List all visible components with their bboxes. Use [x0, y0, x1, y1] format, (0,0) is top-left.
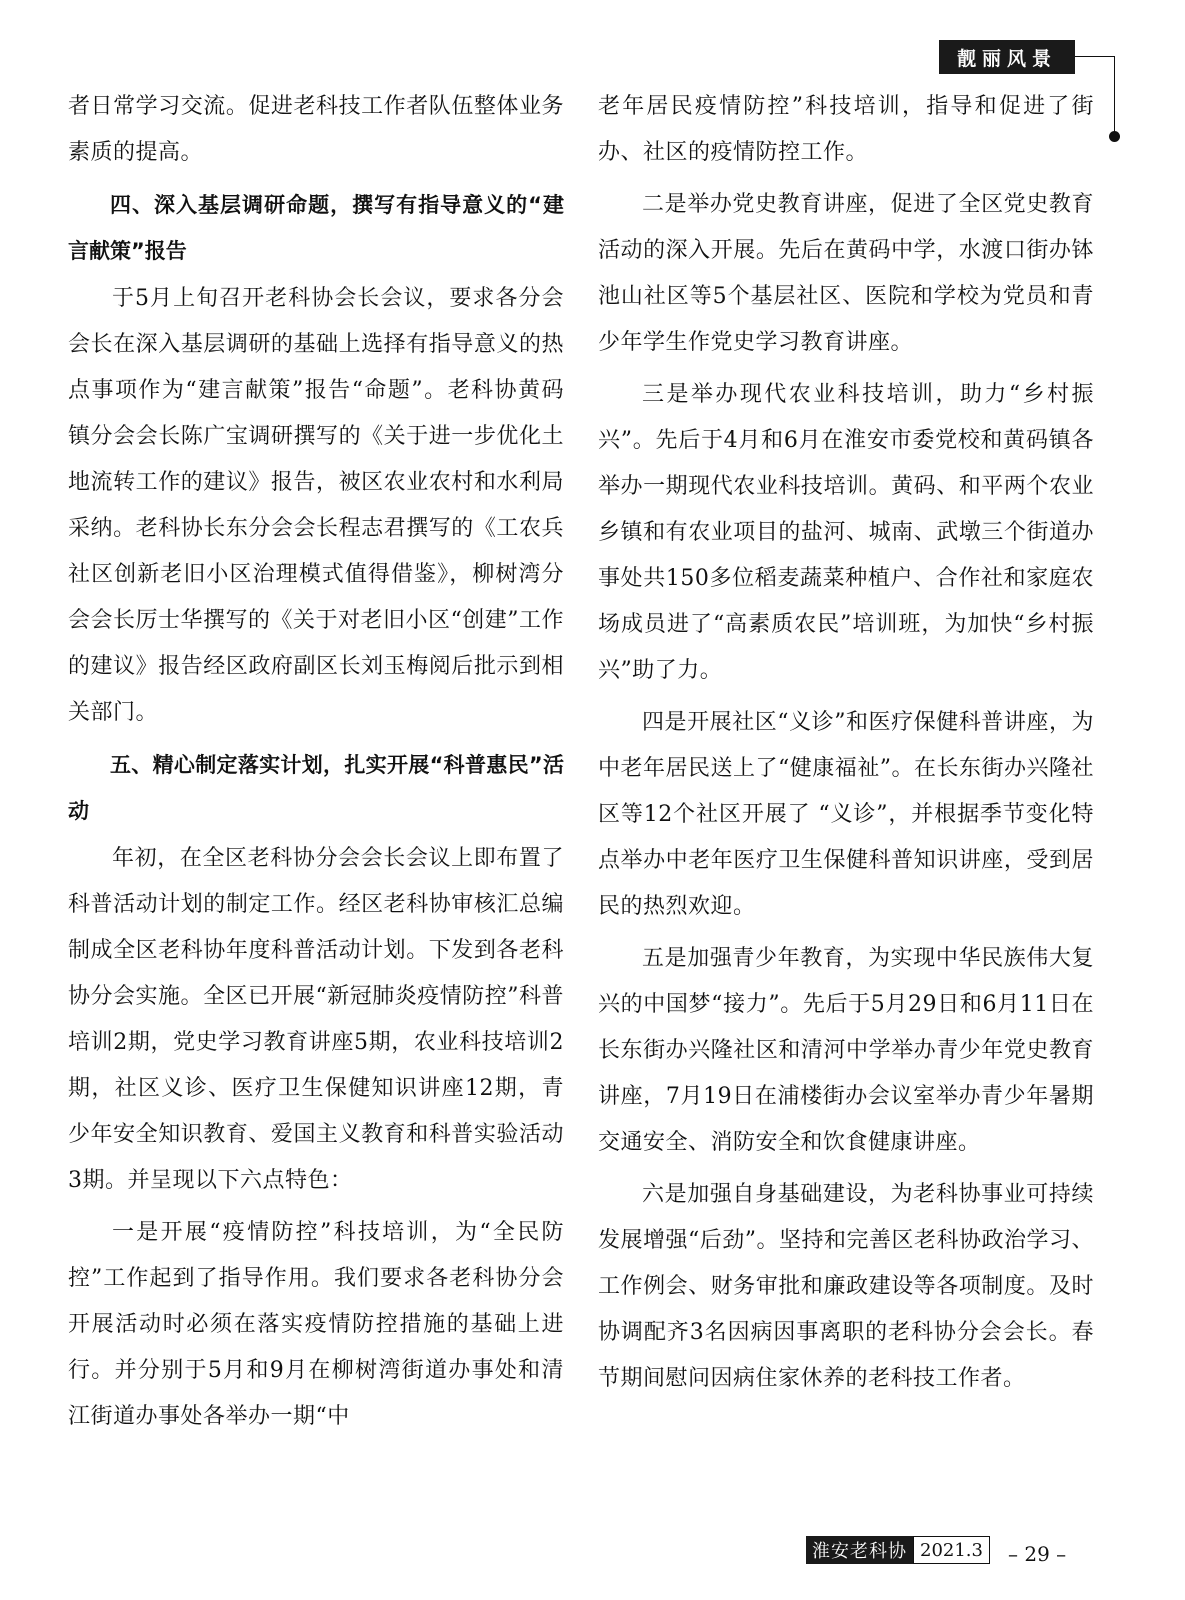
section-tag-vertical-rule: [1114, 56, 1115, 136]
feature-2-lead: 二是举办党史教育讲座，促进了全区党史教育活动的深入开展。: [598, 192, 1094, 263]
feature-3-lead: 三是举办现代农业科技培训，助力“乡村振兴”。: [598, 382, 1094, 453]
page-footer: [806, 1535, 1066, 1565]
feature-4-body: 在长东街办兴隆社区等12个社区开展了 “义诊”，并根据季节变化特点举办中老年医疗卫生保健科普知识讲座，受到居民的热烈欢迎。: [598, 756, 1095, 919]
left-paragraph-2: 于5月上旬召开老科协会长会议，要求各分会会长在深入基层调研的基础上选择有指导意义的热点事项作为“建言献策”报告“命题”。老科协黄码镇分会会长陈广宝调研撰写的《关于进一步优化土地流转工作的建议》报告，被区农业农村和水利局采纳。老科协长东分会会长程志君撰写的《工农兵社区创新老旧小区治理模式值得借鉴》，柳树湾分会会长厉士华撰写的《关于对老旧小区“创建”工作的建议》报告经区政府副区长刘玉梅阅后批示到相关部门。: [68, 286, 564, 725]
section-tag: 靓丽风景: [939, 40, 1075, 74]
issue-number: 2021.3: [913, 1536, 990, 1564]
heading-section-4: 四、深入基层调研命题，撰写有指导意义的“建言献策”报告: [68, 193, 564, 263]
left-paragraph-1: 者日常学习交流。促进老科技工作者队伍整体业务素质的提高。: [68, 94, 564, 165]
feature-5-body: 先后于5月29日和6月11日在长东街办兴隆社区和清河中学举办青少年党史教育讲座，7月19日在浦楼街办会议室举办青少年暑期交通安全、消防安全和饮食健康讲座。: [598, 992, 1095, 1155]
left-column: [68, 84, 564, 1440]
feature-6-lead: 六是加强自身基础建设，为老科协事业可持续发展增强“后劲”。: [598, 1182, 1094, 1253]
feature-6-body: 坚持和完善区老科协政治学习、工作例会、财务审批和廉政建设等各项制度。及时协调配齐3名因病因事离职的老科协分会会长。春节期间慰问因病住家休养的老科技工作者。: [598, 1228, 1095, 1391]
feature-4-lead: 四是开展社区“义诊”和医疗保健科普讲座，为中老年居民送上了“健康福祉”。: [598, 710, 1094, 781]
left-paragraph-4: [68, 1210, 564, 1440]
feature-2-body: 先后在黄码中学，水渡口街办钵池山社区等5个基层社区、医院和学校为党员和青少年学生作党史学习教育讲座。: [598, 238, 1094, 355]
feature-1-lead: 一是开展“疫情防控”科技培训，为“全民防控”工作起到了指导作用。: [68, 1220, 564, 1291]
right-paragraph-4: [598, 700, 1094, 930]
page-number: – 29 –: [1007, 1542, 1067, 1566]
right-paragraph-3: [598, 372, 1094, 694]
feature-1-body: 我们要求各老科协分会开展活动时必须在落实疫情防控措施的基础上进行。并分别于5月和9月在柳树湾街道办事处和清江街道办事处各举办一期“中: [68, 1266, 564, 1429]
right-paragraph-6: [598, 1172, 1094, 1402]
right-paragraph-1: 老年居民疫情防控”科技培训，指导和促进了街办、社区的疫情防控工作。: [598, 94, 1094, 165]
right-column: [598, 84, 1094, 1402]
section-tag-rule: [1075, 56, 1115, 57]
right-paragraph-2: [598, 182, 1094, 366]
right-paragraph-5: [598, 936, 1094, 1166]
left-paragraph-3: 年初，在全区老科协分会会长会议上即布置了科普活动计划的制定工作。经区老科协审核汇总编制成全区老科协年度科普活动计划。下发到各老科协分会实施。全区已开展“新冠肺炎疫情防控”科普培训2期，党史学习教育讲座5期，农业科技培训2期，社区义诊、医疗卫生保健知识讲座12期，青少年安全知识教育、爱国主义教育和科普实验活动3期。并呈现以下六点特色：: [68, 846, 564, 1193]
publication-name: 淮安老科协: [806, 1536, 913, 1564]
feature-5-lead: 五是加强青少年教育，为实现中华民族伟大复兴的中国梦“接力”。: [598, 946, 1094, 1017]
feature-3-body: 先后于4月和6月在淮安市委党校和黄码镇各举办一期现代农业科技培训。黄码、和平两个农业乡镇和有农业项目的盐河、城南、武墩三个街道办事处共150多位稻麦蔬菜种植户、合作社和家庭农场成员进了“高素质农民”培训班，为加快“乡村振兴”助了力。: [598, 428, 1094, 683]
heading-section-5: 五、精心制定落实计划，扎实开展“科普惠民”活动: [68, 753, 564, 823]
section-tag-dot-icon: [1109, 131, 1120, 142]
